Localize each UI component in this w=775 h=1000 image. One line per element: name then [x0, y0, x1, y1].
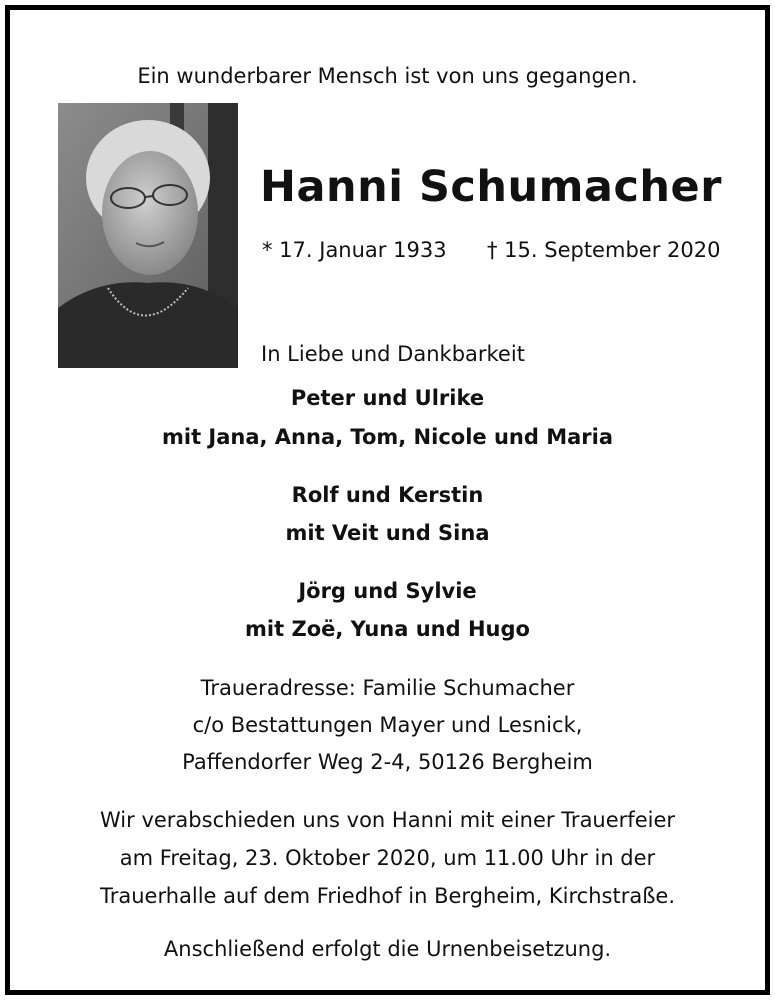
- family-parents: Peter und Ulrike: [290, 386, 485, 410]
- death-date: † 15. September 2020: [487, 238, 721, 262]
- family-children: mit Veit und Sina: [285, 521, 490, 545]
- birth-date: * 17. Januar 1933: [262, 238, 447, 262]
- closing-note: Anschließend erfolgt die Urnenbeisetzung.: [163, 937, 612, 961]
- ceremony-line: Trauerhalle auf dem Friedhof in Bergheim, Kirchstraße.: [99, 884, 676, 908]
- portrait-photo: [58, 103, 238, 368]
- family-parents: Jörg und Sylvie: [298, 579, 477, 603]
- deceased-name: Hanni Schumacher: [260, 162, 722, 212]
- address-line: c/o Bestattungen Mayer und Lesnick,: [192, 713, 583, 737]
- dedication: In Liebe und Dankbarkeit: [261, 342, 525, 366]
- family-children: mit Zoë, Yuna und Hugo: [245, 617, 530, 641]
- heading: Ein wunderbarer Mensch ist von uns gegangen.: [137, 64, 638, 88]
- address-line: Traueradresse: Familie Schumacher: [200, 676, 575, 700]
- family-children: mit Jana, Anna, Tom, Nicole und Maria: [161, 425, 613, 449]
- ceremony-line: am Freitag, 23. Oktober 2020, um 11.00 Uhr in der: [119, 846, 656, 870]
- ceremony-line: Wir verabschieden uns von Hanni mit einer Trauerfeier: [100, 808, 675, 832]
- family-parents: Rolf und Kerstin: [291, 483, 484, 507]
- address-line: Paffendorfer Weg 2-4, 50126 Bergheim: [182, 750, 593, 774]
- obituary-frame: [5, 5, 770, 995]
